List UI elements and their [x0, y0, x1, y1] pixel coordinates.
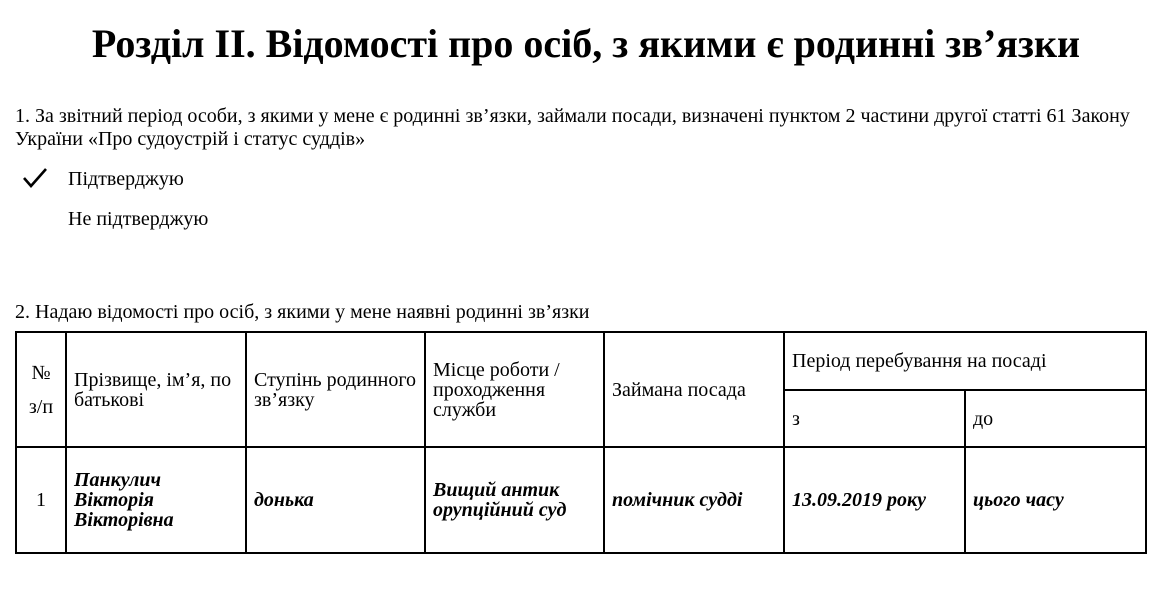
page-title: Розділ ІІ. Відомості про осіб, з якими є родинні зв’язки — [91, 21, 1081, 66]
header-number-abbr: з/п — [28, 395, 54, 418]
row-period-from: 13.09.2019 року — [784, 447, 965, 553]
option-confirm[interactable]: Підтверджую — [68, 168, 184, 190]
section-1-text: 1. За звітний період особи, з якими у мене є родинні зв’язки, займали посади, визначені пунктом 2 частини другої статті 61 Закону України «Про судоустрій і статус суддів» — [15, 105, 1130, 150]
row-period-to: цього часу — [965, 447, 1146, 553]
table-row — [16, 447, 1146, 553]
header-period-to: до — [965, 390, 1146, 447]
option-deny[interactable]: Не підтверджую — [68, 208, 209, 230]
row-relation: донька — [246, 447, 425, 553]
section-2-text: 2. Надаю відомості про осіб, з якими у мене наявні родинні зв’язки — [15, 301, 590, 323]
row-position: помічник судді — [604, 447, 784, 553]
header-period-from: з — [784, 390, 965, 447]
checkmark-icon — [22, 166, 48, 190]
row-name: Панкулич Вікторія Вікторівна — [66, 447, 246, 553]
row-workplace: Вищий антик орупційний суд — [425, 447, 604, 553]
header-workplace: Місце роботи /проходження служби — [425, 332, 604, 447]
row-number: 1 — [16, 447, 66, 553]
header-relation: Ступінь родинного зв’язку — [246, 332, 425, 447]
header-position: Займана посада — [604, 332, 784, 447]
header-name: Прізвище, ім’я, по батькові — [66, 332, 246, 447]
header-number — [16, 332, 66, 447]
relatives-table — [15, 331, 1147, 554]
header-period: Період перебування на посаді — [784, 332, 1146, 390]
header-number-sign: № — [31, 361, 51, 384]
